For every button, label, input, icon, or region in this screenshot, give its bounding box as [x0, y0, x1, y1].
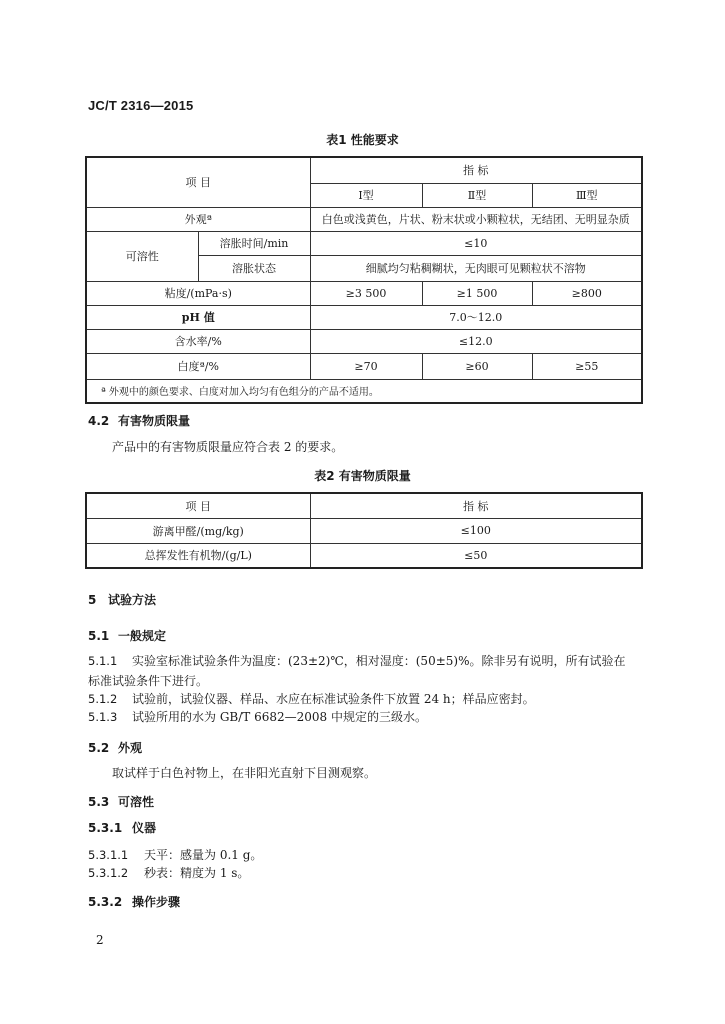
moisture-value: ≤12.0	[310, 329, 642, 353]
appearance-value: 白色或浅黄色，片状、粉末状或小颗粒状，无结团、无明显杂质	[310, 207, 642, 231]
ph-label: pH 值	[86, 305, 310, 329]
performance-table	[85, 156, 643, 404]
t2-header-item: 项 目	[86, 493, 310, 518]
section-number: 5.3.1	[88, 821, 123, 835]
whiteness-type1: ≥70	[310, 353, 422, 379]
section-5-1-heading	[88, 627, 166, 644]
clause-5-1-3	[88, 707, 683, 727]
clause-text-line1: 实验室标准试验条件为温度：(23±2)℃，相对湿度：(50±5)%。除非另有说明，所有试验在	[132, 654, 626, 668]
clause-number: 5.1.2	[88, 692, 118, 706]
clause-5-3-1-1	[88, 845, 683, 865]
section-4-2-heading	[88, 412, 190, 429]
standard-code: JC/T 2316—2015	[88, 98, 194, 113]
section-5-2-heading	[88, 739, 142, 756]
whiteness-label: 白度ª/%	[86, 353, 310, 379]
clause-text: 试验前，试验仪器、样品、水应在标准试验条件下放置 24 h；样品应密封。	[132, 692, 535, 706]
table1-title: 表1 性能要求	[326, 133, 399, 147]
clause-text: 秒表：精度为 1 s。	[144, 866, 250, 880]
clause-5-1-1	[88, 651, 683, 691]
clause-number: 5.3.1.2	[88, 866, 129, 880]
section-title: 仪器	[132, 821, 157, 835]
solubility-label: 可溶性	[86, 231, 198, 281]
viscosity-type2: ≥1 500	[422, 281, 532, 305]
whiteness-type2: ≥60	[422, 353, 532, 379]
section-title: 可溶性	[118, 795, 155, 809]
appearance-label: 外观ª	[86, 207, 310, 231]
clause-text: 天平：感量为 0.1 g。	[144, 848, 263, 862]
ph-value: 7.0～12.0	[310, 305, 642, 329]
hazard-table	[85, 492, 643, 569]
table1-footnote: ª 外观中的颜色要求、白度对加入均匀有色组分的产品不适用。	[86, 379, 642, 403]
section-5-heading	[88, 591, 156, 608]
header-index: 指 标	[310, 157, 642, 183]
header-type1: Ⅰ型	[310, 183, 422, 207]
section-5-3-1-heading	[88, 819, 156, 836]
formaldehyde-value: ≤100	[310, 518, 642, 543]
swell-state-value: 细腻均匀粘稠糊状，无肉眼可见颗粒状不溶物	[310, 255, 642, 281]
formaldehyde-label: 游离甲醛/(mg/kg)	[86, 518, 310, 543]
section-title: 一般规定	[118, 629, 167, 643]
section-title: 试验方法	[108, 593, 157, 607]
table2-title: 表2 有害物质限量	[314, 469, 411, 483]
voc-label: 总挥发性有机物/(g/L)	[86, 543, 310, 568]
swell-time-value: ≤10	[310, 231, 642, 255]
viscosity-type1: ≥3 500	[310, 281, 422, 305]
clause-5-1-2	[88, 689, 683, 709]
whiteness-type3: ≥55	[532, 353, 642, 379]
clause-number: 5.1.3	[88, 710, 118, 724]
voc-value: ≤50	[310, 543, 642, 568]
section-4-2-text: 产品中的有害物质限量应符合表 2 的要求。	[112, 440, 344, 454]
section-number: 4.2	[88, 414, 110, 428]
section-number: 5.2	[88, 741, 110, 755]
page-number: 2	[96, 933, 104, 947]
section-number: 5.3.2	[88, 895, 123, 909]
moisture-label: 含水率/%	[86, 329, 310, 353]
section-5-3-heading	[88, 793, 154, 810]
section-5-3-2-heading	[88, 893, 180, 910]
section-title: 有害物质限量	[118, 414, 191, 428]
clause-text: 试验所用的水为 GB/T 6682—2008 中规定的三级水。	[132, 710, 427, 724]
viscosity-label: 粘度/(mPa·s)	[86, 281, 310, 305]
section-title: 外观	[118, 741, 143, 755]
header-type3: Ⅲ型	[532, 183, 642, 207]
section-5-2-text: 取试样于白色衬物上，在非阳光直射下目测观察。	[112, 766, 377, 780]
viscosity-type3: ≥800	[532, 281, 642, 305]
swell-state-label: 溶胀状态	[198, 255, 310, 281]
clause-number: 5.1.1	[88, 654, 118, 668]
section-number: 5	[88, 593, 97, 607]
section-number: 5.3	[88, 795, 110, 809]
clause-5-3-1-2	[88, 863, 683, 883]
header-item: 项 目	[86, 157, 310, 207]
t2-header-index: 指 标	[310, 493, 642, 518]
header-type2: Ⅱ型	[422, 183, 532, 207]
swell-time-label: 溶胀时间/min	[198, 231, 310, 255]
clause-number: 5.3.1.1	[88, 848, 129, 862]
section-number: 5.1	[88, 629, 110, 643]
section-title: 操作步骤	[132, 895, 181, 909]
clause-text-line2: 标准试验条件下进行。	[88, 674, 209, 688]
